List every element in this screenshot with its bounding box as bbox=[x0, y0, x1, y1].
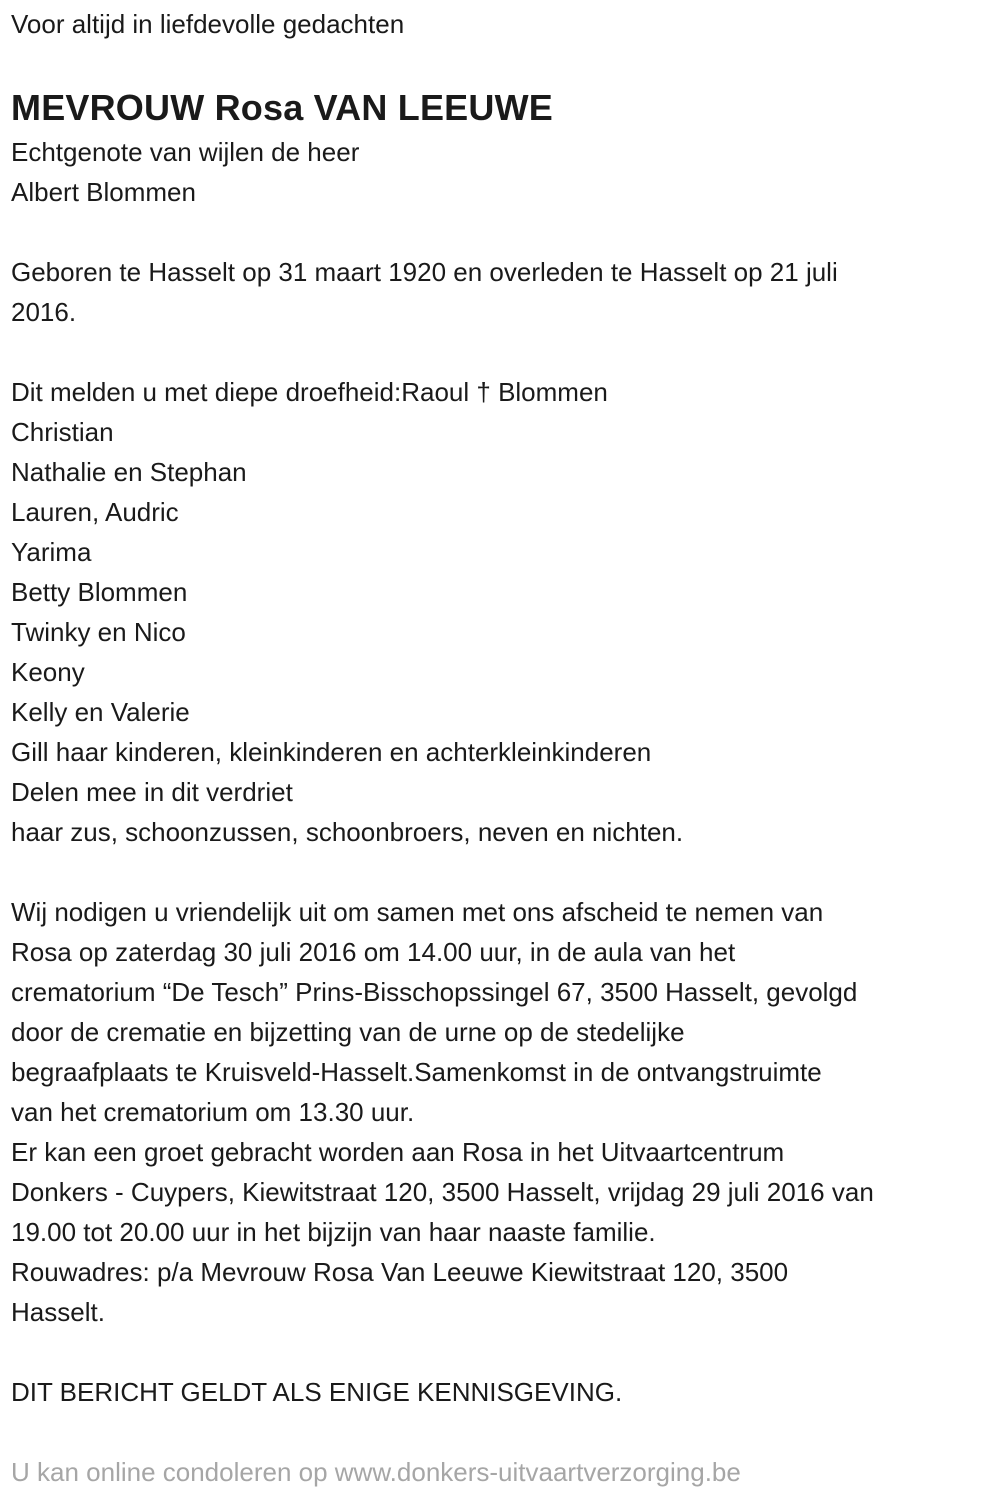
official-notice-line: DIT BERICHT GELDT ALS ENIGE KENNISGEVING. bbox=[11, 1377, 623, 1407]
spouse-line: Echtgenote van wijlen de heer bbox=[11, 137, 360, 167]
ceremony-line: van het crematorium om 13.30 uur. bbox=[11, 1097, 415, 1127]
family-line: Delen mee in dit verdriet bbox=[11, 777, 293, 807]
life-dates-line: Geboren te Hasselt op 31 maart 1920 en overleden te Hasselt op 21 juli bbox=[11, 257, 838, 287]
family-line: Gill haar kinderen, kleinkinderen en achterkleinkinderen bbox=[11, 737, 652, 767]
ceremony-line: Rouwadres: p/a Mevrouw Rosa Van Leeuwe Kiewitstraat 120, 3500 bbox=[11, 1257, 789, 1287]
condolence-website-line: U kan online condoleren op www.donkers-uitvaartverzorging.be bbox=[11, 1457, 741, 1487]
notice-block bbox=[11, 1372, 1000, 1412]
ceremony-line: 19.00 tot 20.00 uur in het bijzijn van haar naaste familie. bbox=[11, 1217, 656, 1247]
ceremony-line: Er kan een groet gebracht worden aan Rosa in het Uitvaartcentrum bbox=[11, 1137, 785, 1167]
family-block bbox=[11, 372, 1000, 852]
ceremony-block bbox=[11, 892, 1000, 1332]
family-line: Christian bbox=[11, 417, 114, 447]
family-line: Lauren, Audric bbox=[11, 497, 179, 527]
family-line: Dit melden u met diepe droefheid:Raoul † Blommen bbox=[11, 377, 608, 407]
ceremony-line: Donkers - Cuypers, Kiewitstraat 120, 3500 Hasselt, vrijdag 29 juli 2016 van bbox=[11, 1177, 874, 1207]
family-line: Keony bbox=[11, 657, 85, 687]
ceremony-line: crematorium “De Tesch” Prins-Bisschopssingel 67, 3500 Hasselt, gevolgd bbox=[11, 977, 858, 1007]
family-line: Yarima bbox=[11, 537, 92, 567]
footer-block bbox=[11, 1452, 1000, 1492]
life-dates-block bbox=[11, 252, 1000, 332]
spouse-block bbox=[11, 132, 1000, 212]
ceremony-line: door de crematie en bijzetting van de urne op de stedelijke bbox=[11, 1017, 685, 1047]
family-line: Kelly en Valerie bbox=[11, 697, 190, 727]
family-line: haar zus, schoonzussen, schoonbroers, neven en nichten. bbox=[11, 817, 684, 847]
ceremony-line: begraafplaats te Kruisveld-Hasselt.Samenkomst in de ontvangstruimte bbox=[11, 1057, 822, 1087]
ceremony-line: Hasselt. bbox=[11, 1297, 105, 1327]
ceremony-line: Wij nodigen u vriendelijk uit om samen met ons afscheid te nemen van bbox=[11, 897, 824, 927]
intro-line: Voor altijd in liefdevolle gedachten bbox=[11, 9, 405, 39]
family-line: Nathalie en Stephan bbox=[11, 457, 247, 487]
ceremony-line: Rosa op zaterdag 30 juli 2016 om 14.00 uur, in de aula van het bbox=[11, 937, 736, 967]
family-line: Twinky en Nico bbox=[11, 617, 186, 647]
deceased-name: MEVROUW Rosa VAN LEEUWE bbox=[11, 87, 553, 128]
spouse-line: Albert Blommen bbox=[11, 177, 196, 207]
family-line: Betty Blommen bbox=[11, 577, 188, 607]
life-dates-line: 2016. bbox=[11, 297, 77, 327]
